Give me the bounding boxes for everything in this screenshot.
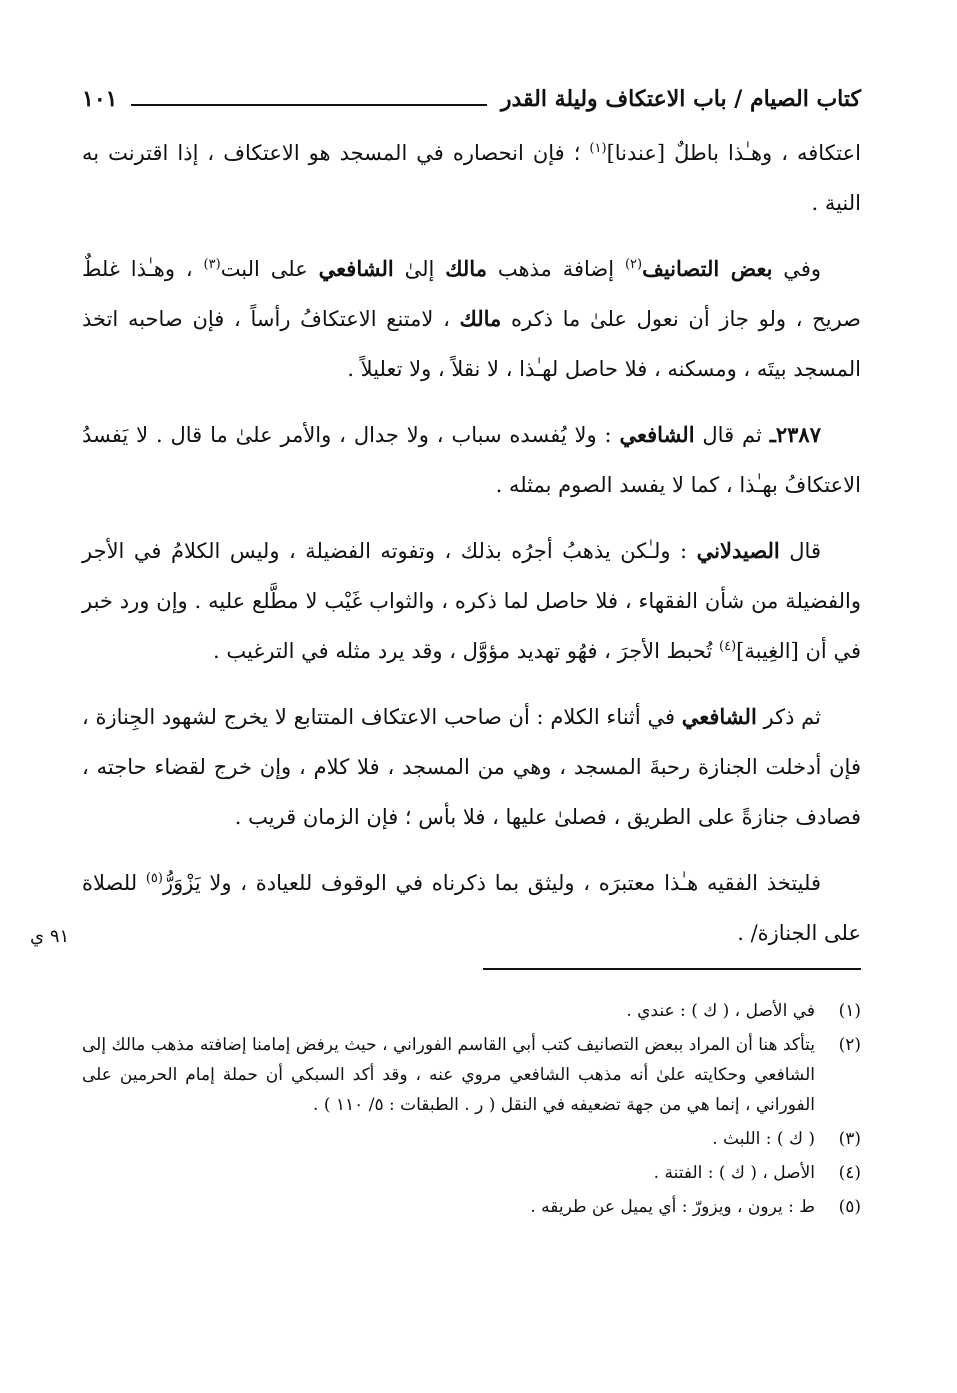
page-number: ١٠١ bbox=[82, 86, 118, 112]
bold-term: الشافعي bbox=[619, 422, 695, 447]
margin-manuscript-ref: ٩١ ي bbox=[30, 926, 70, 947]
paragraph-6 bbox=[82, 858, 861, 958]
footnote-item bbox=[82, 1158, 861, 1188]
paragraph-4 bbox=[82, 526, 861, 676]
bold-term: مالك bbox=[445, 256, 487, 281]
footnote-text: ط : يرون ، ويزورّ : أي يميل عن طريقه . bbox=[530, 1197, 815, 1217]
text-run: على البت bbox=[220, 257, 319, 281]
footnote-number: (٣) bbox=[838, 1129, 861, 1149]
footnote-ref: (٣) bbox=[203, 257, 221, 272]
bold-term: بعض التصانيف bbox=[642, 256, 773, 281]
footnotes bbox=[82, 996, 861, 1226]
text-run: : ولـٰكن يذهبُ أجرُه بذلك ، وتفوته الفضيلة ، وليس الكلامُ في الأجر والفضيلة من شأن الفقهاء ، فلا حاصل لما ذكره ، والثواب غَيْب لا مطَّلع عليه . وإن ورد خبر في أن [الغِيبة] bbox=[82, 539, 861, 663]
footnote-text: الأصل ، ( ك ) : الفتنة . bbox=[653, 1163, 815, 1183]
text-run: في أثناء الكلام : أن صاحب الاعتكاف المتتابع لا يخرج لشهود الجِنازة ، فإن أدخلت الجنازة رحبةَ المسجد ، وهي من المسجد ، فلا كلام ، وإن خرج لقضاء حاجته ، فصادف جنازةً على الطريق ، فصلىٰ عليها ، فلا بأس ؛ فإن الزمان قريب . bbox=[82, 705, 861, 829]
footnote-item bbox=[82, 996, 861, 1026]
text-run: ، وهـٰذا غلطٌ صريح ، ولو جاز أن نعول علىٰ ما ذكره bbox=[82, 257, 861, 331]
footnote-ref: (٤) bbox=[719, 639, 737, 654]
footnote-text: في الأصل ، ( ك ) : عندي . bbox=[626, 1001, 815, 1021]
footnote-item bbox=[82, 1030, 861, 1120]
header-rule bbox=[131, 104, 486, 106]
bold-term: الشافعي bbox=[318, 256, 394, 281]
text-run: ثم ذكر bbox=[756, 705, 821, 729]
section-number: ٢٣٨٧ـ bbox=[769, 422, 821, 447]
footnote-item bbox=[82, 1124, 861, 1154]
text-run: : ولا يُفسده سباب ، ولا جدال ، والأمر علىٰ ما قال . لا يَفسدُ الاعتكافُ بهـٰذا ، كما لا يفسد الصوم بمثله . bbox=[82, 423, 861, 497]
header-title: كتاب الصيام / باب الاعتكاف وليلة القدر bbox=[500, 86, 861, 112]
text-run: إلىٰ bbox=[393, 257, 446, 281]
footnote-text: ( ك ) : اللبث . bbox=[712, 1129, 815, 1149]
footnote-number: (١) bbox=[838, 1001, 861, 1021]
paragraph-3 bbox=[82, 410, 861, 510]
paragraph-1 bbox=[82, 128, 861, 228]
running-header bbox=[82, 82, 861, 116]
footnote-number: (٢) bbox=[838, 1035, 861, 1055]
footnote-ref: (٥) bbox=[145, 871, 163, 886]
text-run: اعتكافه ، وهـٰذا باطلٌ [عندنا] bbox=[606, 141, 861, 165]
footnote-number: (٥) bbox=[838, 1197, 861, 1217]
paragraph-2 bbox=[82, 244, 861, 394]
text-run: ؛ فإن انحصاره في المسجد هو الاعتكاف ، إذا اقترنت به النية . bbox=[82, 141, 861, 215]
bold-term: الشافعي bbox=[681, 704, 757, 729]
text-run: للصلاة على الجنازة/ . bbox=[82, 871, 861, 945]
footnote-ref: (٢) bbox=[624, 257, 643, 272]
footnote-number: (٤) bbox=[838, 1163, 861, 1183]
text-run: وفي bbox=[772, 257, 821, 281]
text-run: قال bbox=[779, 539, 821, 563]
paragraph-5 bbox=[82, 692, 861, 842]
main-text bbox=[82, 128, 861, 974]
footnote-text: يتأكد هنا أن المراد ببعض التصانيف كتب أبي القاسم الفوراني ، حيث يرفض إمامنا إضافته مذهب مالك إلى الشافعي وحكايته علىٰ أنه مذهب الشافعي مروي عنه ، وقد أكد السبكي أن حملة إمام الحرمين على الفوراني ، إنما هي من جهة تضعيفه في النقل ( ر . الطبقات : ٥/ ١١٠ ) . bbox=[82, 1035, 815, 1115]
text-run: ، لامتنع الاعتكافُ رأساً ، فإن صاحبه اتخذ المسجد بيتَه ، ومسكنه ، فلا حاصل لهـٰذا ، لا نقلاً ، ولا تعليلاً . bbox=[82, 307, 861, 381]
text-run: فليتخذ الفقيه هـٰذا معتبرَه ، وليثق بما ذكرناه في الوقوف للعيادة ، ولا يَزْوَرُّ bbox=[162, 871, 821, 895]
footnote-item bbox=[82, 1192, 861, 1222]
text-run: ثم قال bbox=[694, 423, 770, 447]
footnote-separator bbox=[483, 968, 861, 970]
text-run: إضافة مذهب bbox=[486, 257, 625, 281]
bold-term: الصيدلاني bbox=[696, 538, 780, 563]
text-run: تُحبط الأجرَ ، فهُو تهديد مؤوَّل ، وقد يرد مثله في الترغيب . bbox=[213, 639, 720, 663]
bold-term: مالك bbox=[459, 306, 502, 331]
footnote-ref: (١) bbox=[589, 141, 607, 156]
